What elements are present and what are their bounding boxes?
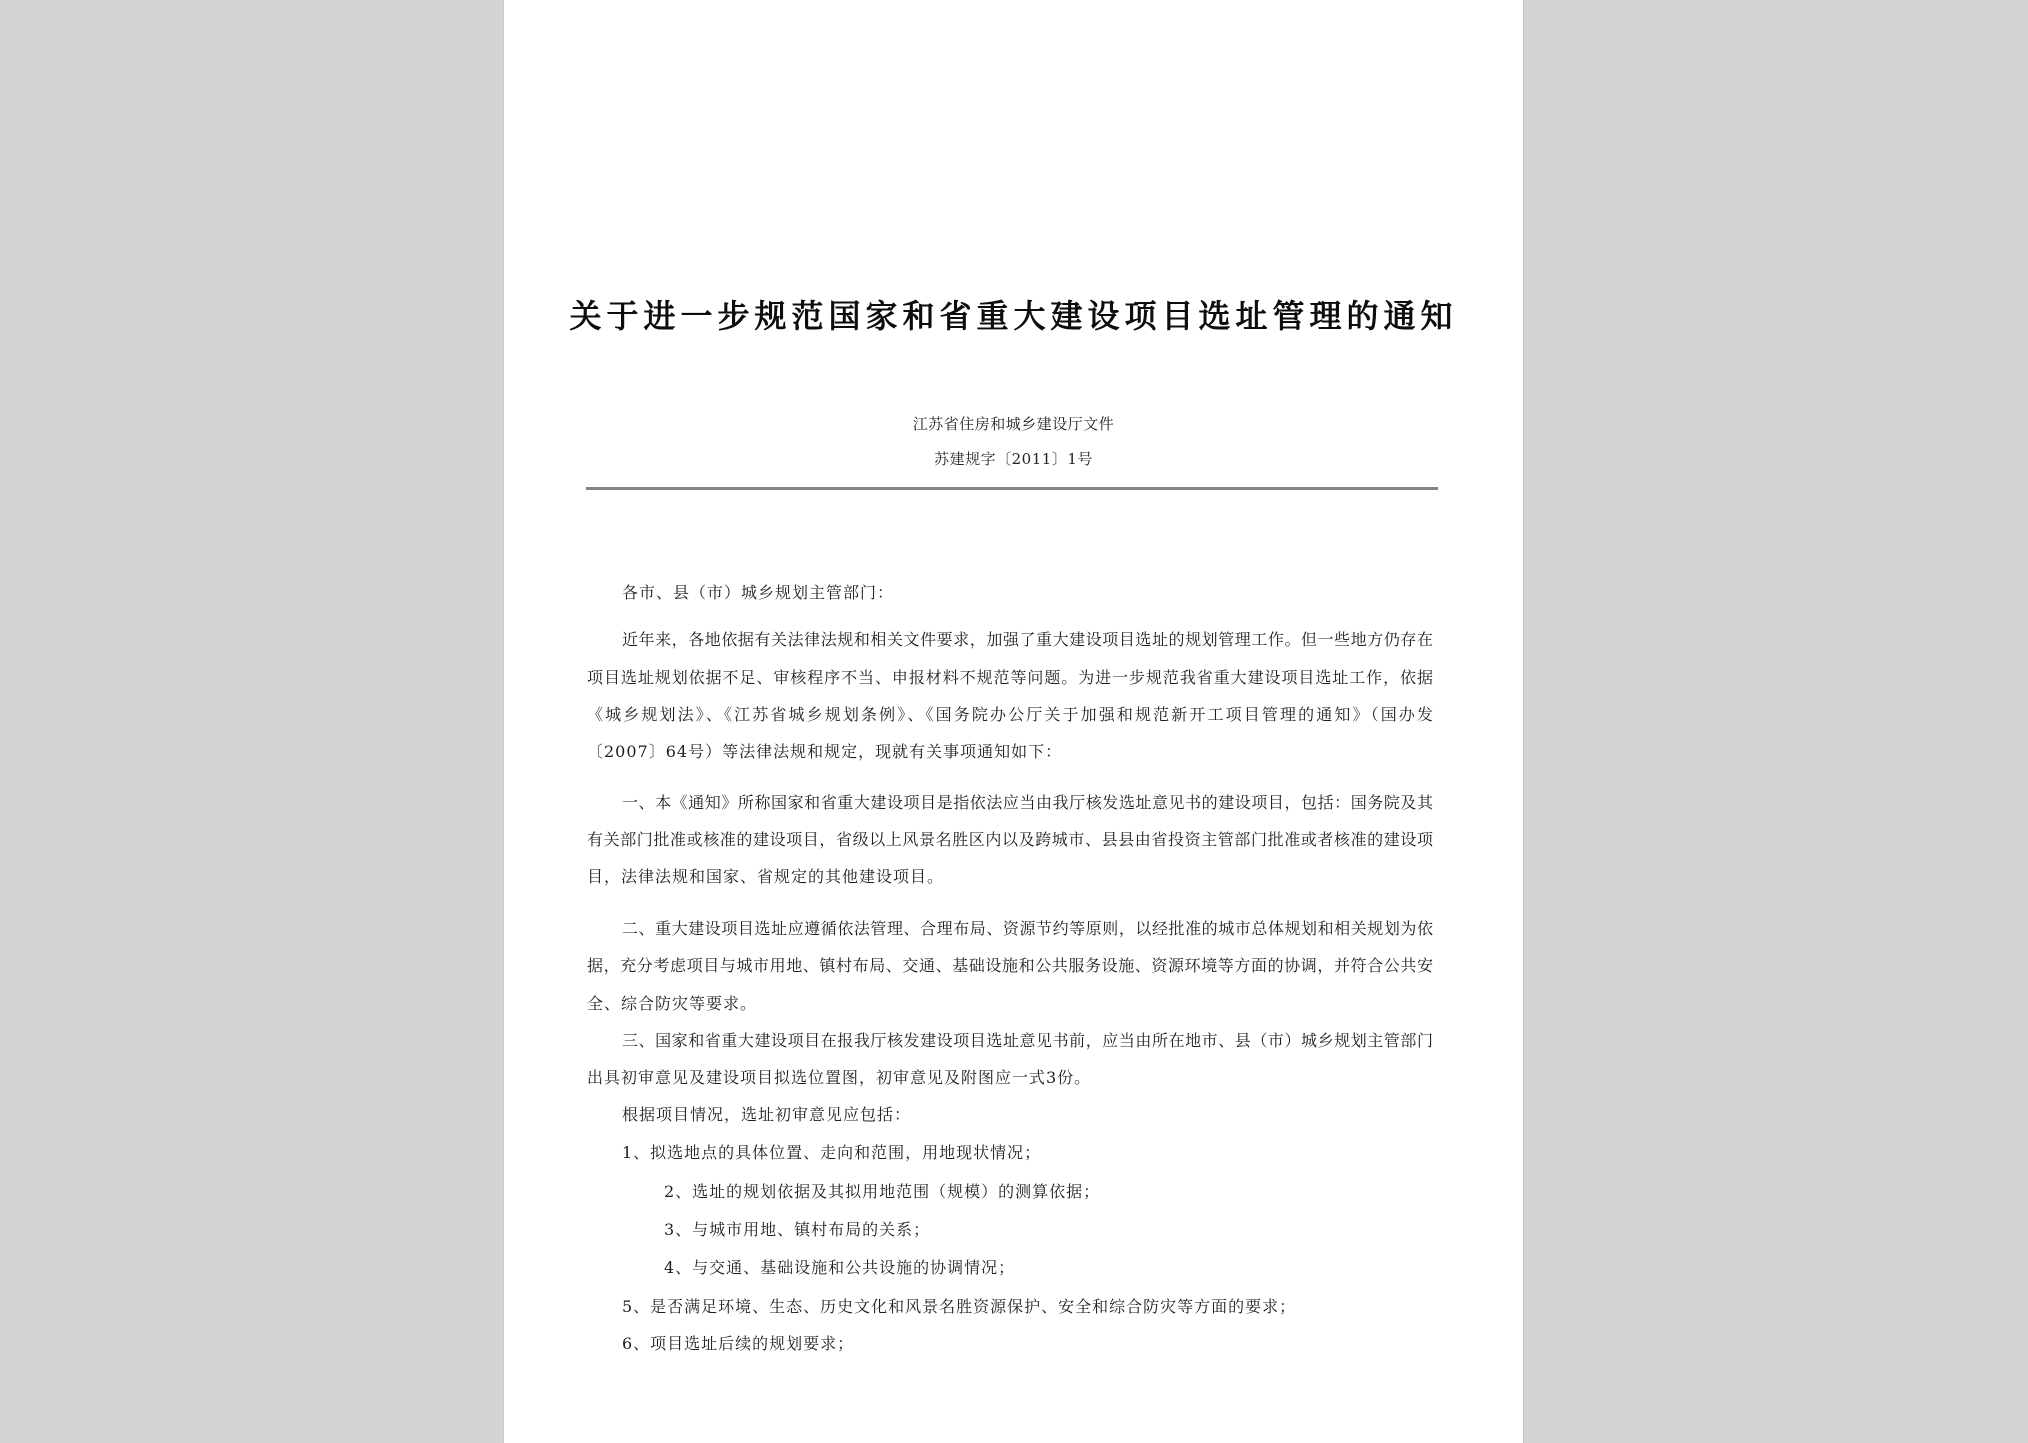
issuer-name: 江苏省住房和城乡建设厅文件 — [912, 415, 1115, 433]
section-2-line: 全、综合防灾等要求。 — [587, 994, 758, 1013]
list-item: 6、项目选址后续的规划要求； — [622, 1334, 855, 1353]
section-1-line: 一、本《通知》所称国家和省重大建设项目是指依法应当由我厅核发选址意见书的建设项目，包括：国务院及其 — [622, 793, 1433, 812]
header-divider — [586, 487, 1438, 490]
intro-line: 《城乡规划法》、《江苏省城乡规划条例》、《国务院办公厅关于加强和规范新开工项目管理的通知》（国办发 — [587, 705, 1433, 724]
salutation: 各市、县（市）城乡规划主管部门： — [622, 583, 895, 602]
list-item: 5、是否满足环境、生态、历史文化和风景名胜资源保护、安全和综合防灾等方面的要求； — [622, 1297, 1297, 1316]
list-item: 4、与交通、基础设施和公共设施的协调情况； — [664, 1258, 1016, 1277]
section-2-line: 二、重大建设项目选址应遵循依法管理、合理布局、资源节约等原则，以经批准的城市总体规划和相关规划为依 — [622, 919, 1433, 938]
list-item: 3、与城市用地、镇村布局的关系； — [664, 1220, 931, 1239]
section-3-line: 出具初审意见及建设项目拟选位置图，初审意见及附图应一式3份。 — [587, 1068, 1092, 1087]
intro-line: 项目选址规划依据不足、审核程序不当、申报材料不规范等问题。为进一步规范我省重大建设项目选址工作，依据 — [587, 668, 1433, 687]
list-item: 2、选址的规划依据及其拟用地范围（规模）的测算依据； — [664, 1182, 1101, 1201]
section-2-line: 据，充分考虑项目与城市用地、镇村布局、交通、基础设施和公共服务设施、资源环境等方面的协调，并符合公共安 — [587, 956, 1433, 975]
intro-line: 近年来，各地依据有关法律法规和相关文件要求，加强了重大建设项目选址的规划管理工作。但一些地方仍存在 — [622, 630, 1433, 649]
list-intro: 根据项目情况，选址初审意见应包括： — [622, 1105, 912, 1124]
document-number: 苏建规字〔2011〕1号 — [934, 450, 1093, 468]
section-1-line: 有关部门批准或核准的建设项目，省级以上风景名胜区内以及跨城市、县县由省投资主管部门批准或者核准的建设项 — [587, 830, 1433, 849]
intro-line: 〔2007〕64号）等法律法规和规定，现就有关事项通知如下： — [587, 742, 1063, 761]
section-3-line: 三、国家和省重大建设项目在报我厅核发建设项目选址意见书前，应当由所在地市、县（市）城乡规划主管部门 — [622, 1031, 1433, 1050]
section-1-line: 目，法律法规和国家、省规定的其他建设项目。 — [587, 867, 945, 886]
list-item: 1、拟选地点的具体位置、走向和范围，用地现状情况； — [622, 1143, 1042, 1162]
document-title: 关于进一步规范国家和省重大建设项目选址管理的通知 — [569, 297, 1458, 335]
document-page — [504, 0, 1523, 1443]
